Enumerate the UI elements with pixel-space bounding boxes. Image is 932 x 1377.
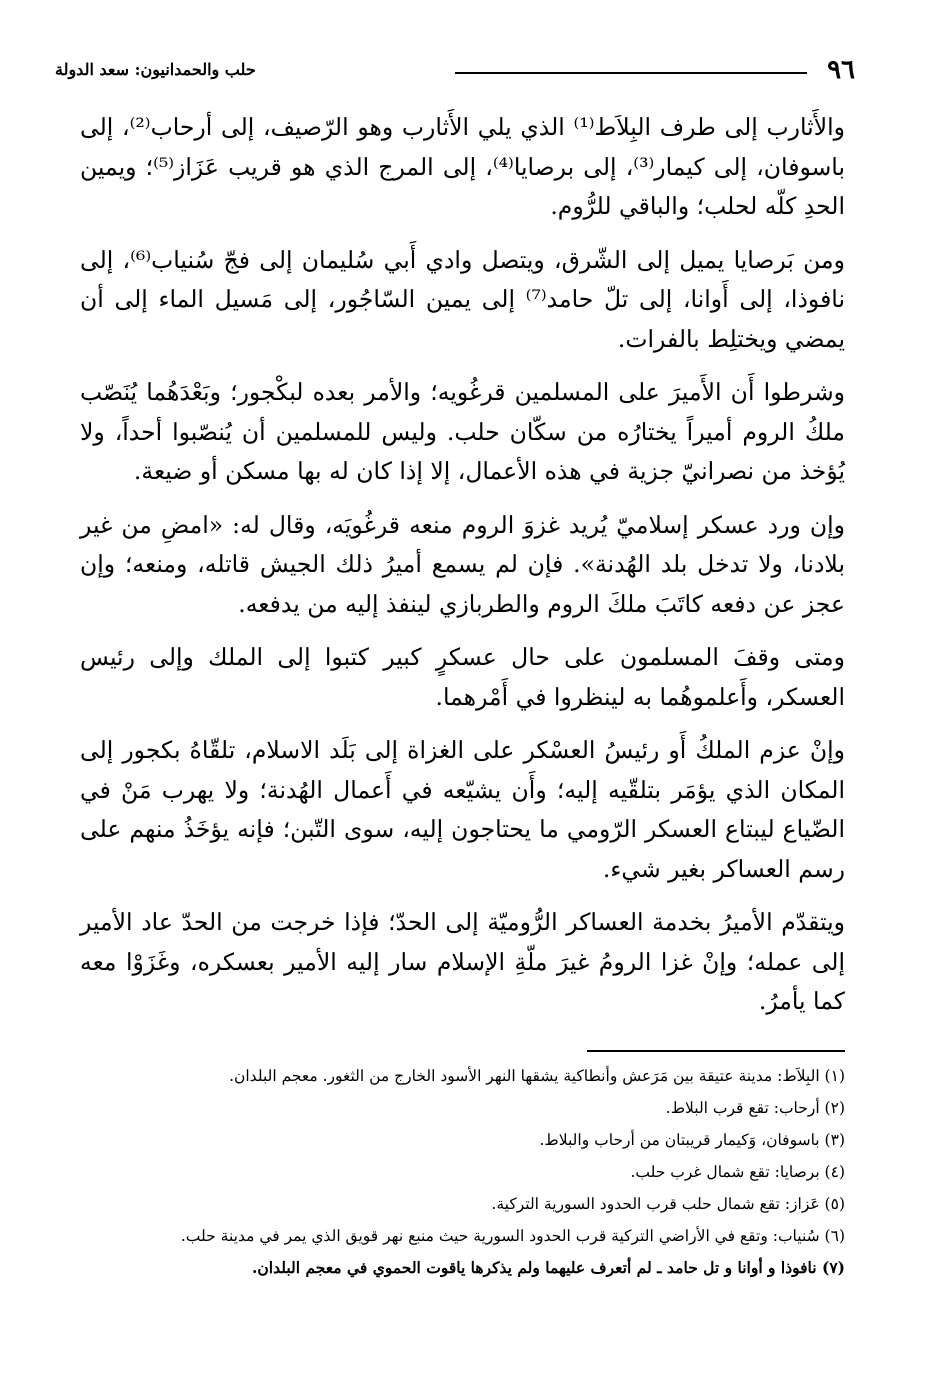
footnote: (٤) برصايا: تقع شمال غرب حلب. bbox=[630, 1163, 845, 1181]
paragraph: ومن بَرصايا يميل إلى الشّرق، ويتصل وادي أَبي سُليمان إلى فجّ سُنياب⁽⁶⁾، إلى نافوذا، إلى أَوانا، إلى تلّ حامد⁽⁷⁾ إلى يمين السّاجُور، إلى مَسيل الماء إلى أن يمضي ويختلِط بالفرات. bbox=[80, 245, 846, 353]
body-text bbox=[80, 108, 845, 1036]
running-title: حلب والحمدانيون: سعد الدولة bbox=[55, 60, 256, 79]
paragraph: وإن ورد عسكر إسلاميّ يُريد غزوَ الروم منعه قرغُويَه، وقال له: «امضِ من غير بلادنا، ولا تدخل بلد الهُدنة». فإن لم يسمع أميرُ ذلك الجيش قاتله، ومنعه؛ وإن عجز عن دفعه كاتَبَ ملكَ الروم والطربازي لينفذ إليه من يدفعه. bbox=[80, 510, 845, 618]
footnotes bbox=[78, 1062, 845, 1286]
header-rule bbox=[455, 72, 807, 74]
footnote: (٣) باسوفان، وَكيمار قريبتان من أرحاب والبلاط. bbox=[539, 1131, 845, 1149]
paragraph: وإنْ عزم الملكُ أَو رئيسُ العسْكر على الغزاة إلى بَلَد الاسلام، تلقّاهُ بكجور إلى المكان الذي يؤمَر بتلقّيه إليه؛ وأَن يشيّعه في أَعمال الهُدنة؛ ولا يهرب مَنْ في الضّياع ليبتاع العسكر الرّومي ما يحتاجون إليه، سوى التّبن؛ فإنه يؤخَذُ منهم على رسم العساكر بغير شيء. bbox=[80, 736, 845, 883]
paragraph: والأَثارب إلى طرف البِلاَط⁽¹⁾ الذي يلي الأَثارب وهو الرّصيف، إلى أرحاب⁽²⁾، إلى باسوفان، إلى كيمار⁽³⁾، إلى برصايا⁽⁴⁾، إلى المرج الذي هو قريب عَزَاز⁽⁵⁾؛ ويمين الحدِ كلّه لحلب؛ والباقي للرُّوم. bbox=[80, 113, 845, 220]
page-number: ٩٦ bbox=[827, 55, 855, 85]
footnote: (٥) عَزاز: تقع شمال حلب قرب الحدود السورية التركية. bbox=[491, 1195, 845, 1213]
page-header bbox=[55, 52, 855, 88]
footnote: (١) البِلاَط: مدينة عتيقة بين مَرَعش وأنطاكية يشقها النهر الأسود الخارج من الثغور. معجم البلدان. bbox=[229, 1067, 845, 1085]
footnote: (٧) نافوذا و أوانا و تل حامد ـ لم أتعرف عليهما ولم يذكرها ياقوت الحموي في معجم البلدان. bbox=[252, 1258, 845, 1277]
paragraph: ومتى وقفَ المسلمون على حال عسكرٍ كبير كتبوا إلى الملك وإلى رئيس العسكر، وأَعلموهُما به لينظروا في أَمْرهما. bbox=[80, 643, 845, 711]
paragraph: وشرطوا أَن الأَميرَ على المسلمين قرغُويه؛ والأمر بعده لبكْجور؛ وبَعْدَهُما يُنَصّب ملكُ الروم أميراً يختارُه من سكّان حلب. وليس للمسلمين أن يُنصّبوا أحداً، ولا يُؤخذ من نصرانيّ جزية في هذه الأعمال، إلا إذا كان له بها مسكن أو ضيعة. bbox=[80, 378, 845, 485]
footnote: (٢) أرحاب: تقع قرب البلاط. bbox=[665, 1099, 845, 1117]
footnote-separator bbox=[587, 1050, 845, 1052]
footnote: (٦) سُنياب: وتقع في الأراضي التركية قرب الحدود السورية حيث منبع نهر قويق الذي يمر في مدينة حلب. bbox=[180, 1227, 845, 1245]
paragraph: ويتقدّم الأميرُ بخدمة العساكر الرُّوميّة إلى الحدّ؛ فإذا خرجت من الحدّ عاد الأمير إلى عمله؛ وإنْ غزا الرومُ غيرَ ملّةِ الإسلام سار إليه الأمير بعسكره، وغَزَوْا معه كما يأمرُ. bbox=[80, 908, 845, 1015]
